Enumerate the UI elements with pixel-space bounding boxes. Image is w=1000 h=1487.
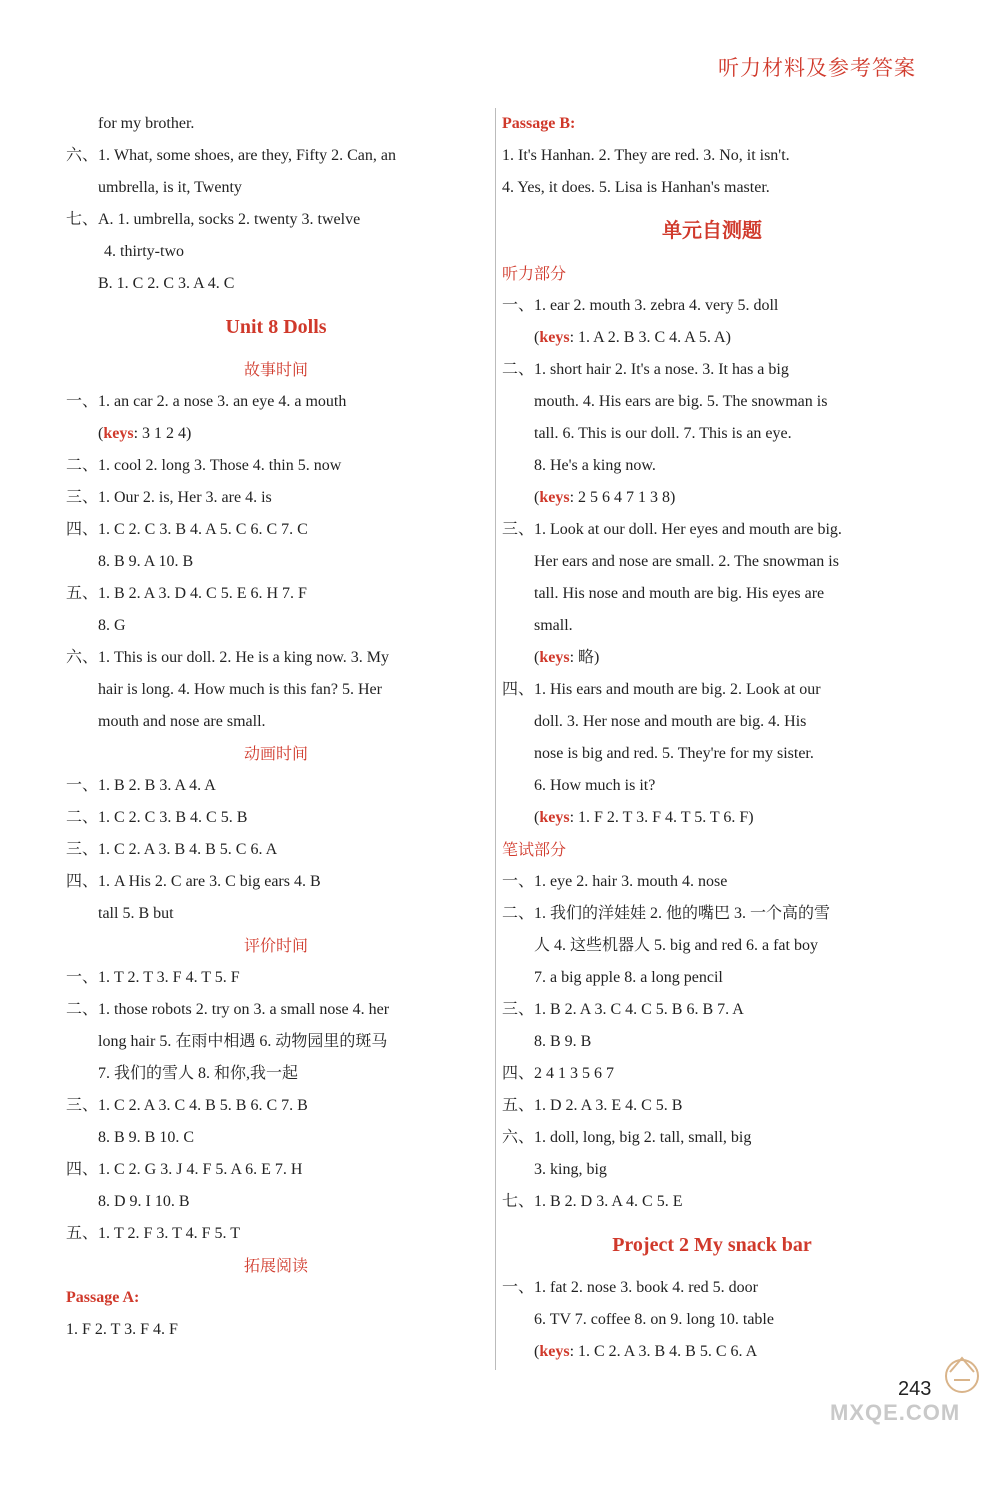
keys-answers: : 1. C 2. A 3. B 4. B 5. C 6. A bbox=[569, 1343, 758, 1360]
page-number: 243 bbox=[898, 1378, 932, 1400]
keys-open-paren: ( bbox=[534, 649, 540, 666]
answer-line: small. bbox=[534, 617, 573, 634]
answer-line: 3. king, big bbox=[534, 1161, 607, 1178]
answer-line: 六、1. This is our doll. 2. He is a king now. 3. My bbox=[66, 649, 389, 666]
answer-line: 四、2 4 1 3 5 6 7 bbox=[502, 1065, 615, 1082]
watermark-text: MXQE.COM bbox=[830, 1400, 961, 1425]
answer-line: 二、1. C 2. C 3. B 4. C 5. B bbox=[66, 809, 248, 826]
answer-line: 一、1. B 2. B 3. A 4. A bbox=[66, 777, 216, 794]
keys-line bbox=[502, 802, 922, 834]
keys-open-paren: ( bbox=[534, 1343, 540, 1360]
answer-line: for my brother. bbox=[98, 115, 195, 132]
answer-line: 一、1. eye 2. hair 3. mouth 4. nose bbox=[502, 873, 728, 890]
keys-label: keys bbox=[539, 489, 570, 506]
answer-line: 六、1. What, some shoes, are they, Fifty 2. Can, an bbox=[66, 147, 397, 164]
keys-line bbox=[502, 1336, 922, 1368]
passage-label: Passage B: bbox=[502, 115, 576, 132]
unit-title: Unit 8 Dolls bbox=[225, 316, 327, 338]
keys-label: keys bbox=[539, 649, 570, 666]
answer-line: 人 4. 这些机器人 5. big and red 6. a fat boy bbox=[534, 937, 818, 954]
answer-line: 8. B 9. A 10. B bbox=[98, 553, 194, 570]
answer-line: 二、1. cool 2. long 3. Those 4. thin 5. now bbox=[66, 457, 342, 474]
answer-line: 1. F 2. T 3. F 4. F bbox=[66, 1321, 178, 1338]
unit-title: Project 2 My snack bar bbox=[612, 1234, 812, 1256]
keys-line bbox=[502, 482, 922, 514]
keys-line bbox=[502, 322, 922, 354]
left-column bbox=[66, 108, 486, 1346]
keys-open-paren: ( bbox=[98, 425, 104, 442]
answer-line: 7. a big apple 8. a long pencil bbox=[534, 969, 723, 986]
answer-line: 四、1. C 2. G 3. J 4. F 5. A 6. E 7. H bbox=[66, 1161, 303, 1178]
answer-line: B. 1. C 2. C 3. A 4. C bbox=[98, 275, 235, 292]
keys-open-paren: ( bbox=[534, 329, 540, 346]
answer-line: 四、1. A His 2. C are 3. C big ears 4. B bbox=[66, 873, 321, 890]
answer-line: 1. It's Hanhan. 2. They are red. 3. No, it isn't. bbox=[502, 147, 790, 164]
answer-line: 三、1. C 2. A 3. B 4. B 5. C 6. A bbox=[66, 841, 278, 858]
answer-line: 一、1. ear 2. mouth 3. zebra 4. very 5. doll bbox=[502, 297, 779, 314]
section-title: 动画时间 bbox=[243, 744, 308, 763]
answer-line: 二、1. short hair 2. It's a nose. 3. It has a big bbox=[502, 361, 789, 378]
answer-line: 一、1. T 2. T 3. F 4. T 5. F bbox=[66, 969, 240, 986]
answer-line: 8. He's a king now. bbox=[534, 457, 656, 474]
keys-answers: : 1. F 2. T 3. F 4. T 5. T 6. F) bbox=[569, 809, 754, 826]
answer-line: 四、1. His ears and mouth are big. 2. Look at our bbox=[502, 681, 821, 698]
answer-line: 6. TV 7. coffee 8. on 9. long 10. table bbox=[534, 1311, 774, 1328]
answer-line: mouth. 4. His ears are big. 5. The snowman is bbox=[534, 393, 828, 410]
answer-line: 4. thirty-two bbox=[104, 243, 184, 260]
answer-line: doll. 3. Her nose and mouth are big. 4. His bbox=[534, 713, 807, 730]
answer-line: 五、1. T 2. F 3. T 4. F 5. T bbox=[66, 1225, 240, 1242]
answer-line: 8. G bbox=[98, 617, 126, 634]
keys-label: keys bbox=[103, 425, 134, 442]
answer-line: 三、1. Our 2. is, Her 3. are 4. is bbox=[66, 489, 272, 506]
section-title: 评价时间 bbox=[243, 936, 308, 955]
keys-answers: : 3 1 2 4) bbox=[133, 425, 192, 442]
keys-line bbox=[502, 642, 922, 674]
answer-line: 一、1. an car 2. a nose 3. an eye 4. a mouth bbox=[66, 393, 347, 410]
answer-line: 8. B 9. B bbox=[534, 1033, 592, 1050]
answer-line: 8. D 9. I 10. B bbox=[98, 1193, 190, 1210]
keys-answers: : 1. A 2. B 3. C 4. A 5. A) bbox=[569, 329, 731, 346]
answer-line: 二、1. 我们的洋娃娃 2. 他的嘴巴 3. 一个高的雪 bbox=[502, 905, 831, 922]
answer-line: Her ears and nose are small. 2. The snowman is bbox=[534, 553, 839, 570]
answer-line: tall. His nose and mouth are big. His eyes are bbox=[534, 585, 825, 602]
answer-line: 8. B 9. B 10. C bbox=[98, 1129, 195, 1146]
keys-label: keys bbox=[539, 1343, 570, 1360]
keys-open-paren: ( bbox=[534, 809, 540, 826]
keys-answers: : 略) bbox=[569, 649, 600, 666]
keys-label: keys bbox=[539, 809, 570, 826]
answer-line: 二、1. those robots 2. try on 3. a small nose 4. her bbox=[66, 1001, 390, 1018]
answer-line: 三、1. C 2. A 3. C 4. B 5. B 6. C 7. B bbox=[66, 1097, 308, 1114]
answer-line: 6. How much is it? bbox=[534, 777, 656, 794]
answer-line: 五、1. D 2. A 3. E 4. C 5. B bbox=[502, 1097, 683, 1114]
answer-line: tall. 6. This is our doll. 7. This is an eye. bbox=[534, 425, 792, 442]
answer-line: 4. Yes, it does. 5. Lisa is Hanhan's master. bbox=[502, 179, 770, 196]
answer-line: 七、1. B 2. D 3. A 4. C 5. E bbox=[502, 1193, 683, 1210]
header-title: 听力材料及参考答案 bbox=[718, 56, 916, 80]
answer-line: nose is big and red. 5. They're for my sister. bbox=[534, 745, 814, 762]
answer-line: tall 5. B but bbox=[98, 905, 174, 922]
keys-open-paren: ( bbox=[534, 489, 540, 506]
answer-line: 三、1. Look at our doll. Her eyes and mouth are big. bbox=[502, 521, 842, 538]
unit-title: 单元自测题 bbox=[662, 220, 762, 242]
answer-line: 七、A. 1. umbrella, socks 2. twenty 3. twelve bbox=[66, 211, 361, 228]
answer-line: umbrella, is it, Twenty bbox=[98, 179, 242, 196]
keys-line bbox=[66, 418, 486, 450]
answer-line: long hair 5. 在雨中相遇 6. 动物园里的斑马 bbox=[98, 1033, 388, 1050]
answer-line: 四、1. C 2. C 3. B 4. A 5. C 6. C 7. C bbox=[66, 521, 308, 538]
keys-answers: : 2 5 6 4 7 1 3 8) bbox=[569, 489, 676, 506]
column-divider bbox=[495, 108, 496, 1370]
part-label: 笔试部分 bbox=[502, 840, 567, 859]
answer-line: 三、1. B 2. A 3. C 4. C 5. B 6. B 7. A bbox=[502, 1001, 744, 1018]
answer-line: 六、1. doll, long, big 2. tall, small, big bbox=[502, 1129, 752, 1146]
answer-line: mouth and nose are small. bbox=[98, 713, 266, 730]
section-title: 故事时间 bbox=[243, 360, 308, 379]
answer-line: 7. 我们的雪人 8. 和你,我一起 bbox=[98, 1065, 299, 1082]
answer-line: hair is long. 4. How much is this fan? 5. Her bbox=[98, 681, 382, 698]
answer-line: 五、1. B 2. A 3. D 4. C 5. E 6. H 7. F bbox=[66, 585, 307, 602]
answer-line: 一、1. fat 2. nose 3. book 4. red 5. door bbox=[502, 1279, 758, 1296]
passage-label: Passage A: bbox=[66, 1289, 140, 1306]
section-title: 拓展阅读 bbox=[243, 1256, 308, 1275]
right-column bbox=[502, 108, 922, 1368]
part-label: 听力部分 bbox=[502, 264, 567, 283]
watermark-logo-icon bbox=[940, 1352, 984, 1396]
keys-label: keys bbox=[539, 329, 570, 346]
